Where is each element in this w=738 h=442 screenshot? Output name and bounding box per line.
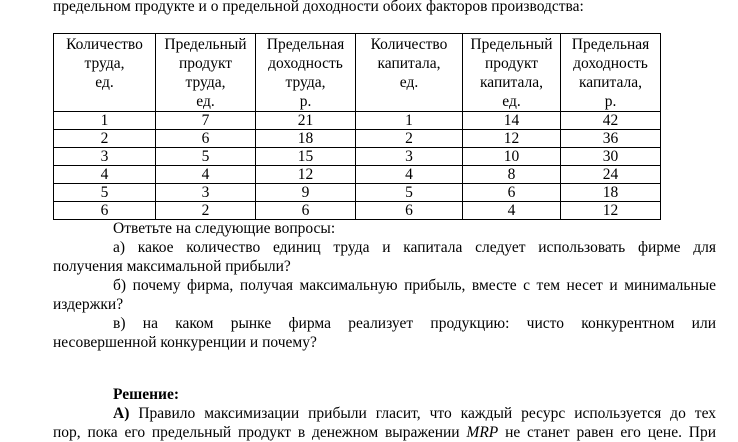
table-cell: 21 [256,112,356,130]
solution-a-line2: пор, пока его предельный продукт в денежном выражении MRP не станет равен его цене. При [53,424,716,441]
table-cell: 6 [54,202,156,220]
header-labor-mrp: Предельная доходность труда, р. [256,34,356,112]
table-row [54,148,661,166]
table-row [54,184,661,202]
factors-table [53,33,661,220]
table-cell: 6 [463,184,561,202]
table-cell: 5 [54,184,156,202]
header-capital-mp: Предельный продукт капитала, ед. [463,34,561,112]
table-cell: 14 [463,112,561,130]
table-cell: 12 [561,202,661,220]
table-cell: 42 [561,112,661,130]
table-cell: 15 [256,148,356,166]
table-cell: 3 [54,148,156,166]
table-cell: 6 [256,202,356,220]
header-labor-qty: Количество труда, ед. [54,34,156,112]
mrp-abbr: MRP [466,424,499,441]
table-cell: 24 [561,166,661,184]
table-cell: 4 [463,202,561,220]
table-cell: 30 [561,148,661,166]
table-cell: 3 [356,148,463,166]
table-cell: 1 [356,112,463,130]
solution-heading: Решение: [113,386,180,403]
question-c-line2: несовершенной конкуренции и почему? [53,334,317,351]
table-cell: 2 [356,130,463,148]
solution-a-line1: А) Правило максимизации прибыли гласит, что каждый ресурс используется до тех [113,405,716,422]
intro-text: предельном продукте и о предельной доходности обоих факторов производства: [53,0,584,15]
table-cell: 18 [561,184,661,202]
table-row [54,166,661,184]
question-b-line1: б) почему фирма, получая максимальную прибыль, вместе с тем несет и минимальные [113,277,716,294]
table-cell: 8 [463,166,561,184]
table-row [54,112,661,130]
table-cell: 12 [256,166,356,184]
table-cell: 2 [54,130,156,148]
header-capital-mrp: Предельная доходность капитала, р. [561,34,661,112]
table-row [54,202,661,220]
header-labor-mp: Предельный продукт труда, ед. [156,34,256,112]
table-cell: 10 [463,148,561,166]
question-a-line1: а) какое количество единиц труда и капитала следует использовать фирме для [113,239,716,256]
table-cell: 3 [156,184,256,202]
table-cell: 18 [256,130,356,148]
table-cell: 7 [156,112,256,130]
header-capital-qty: Количество капитала, ед. [356,34,463,112]
questions-heading: Ответьте на следующие вопросы: [113,220,336,237]
question-c-line1: в) на каком рынке фирма реализует продукцию: чисто конкурентном или [113,315,716,332]
table-cell: 12 [463,130,561,148]
table-cell: 36 [561,130,661,148]
table-cell: 5 [156,148,256,166]
table-cell: 6 [156,130,256,148]
question-b-line2: издержки? [53,296,124,313]
table-cell: 9 [256,184,356,202]
table-cell: 2 [156,202,256,220]
table-cell: 5 [356,184,463,202]
table-row [54,130,661,148]
table-header-row [54,34,661,112]
table-cell: 6 [356,202,463,220]
question-a-line2: получения максимальной прибыли? [53,258,291,275]
table-cell: 4 [356,166,463,184]
table-cell: 4 [54,166,156,184]
table-cell: 1 [54,112,156,130]
table-cell: 4 [156,166,256,184]
